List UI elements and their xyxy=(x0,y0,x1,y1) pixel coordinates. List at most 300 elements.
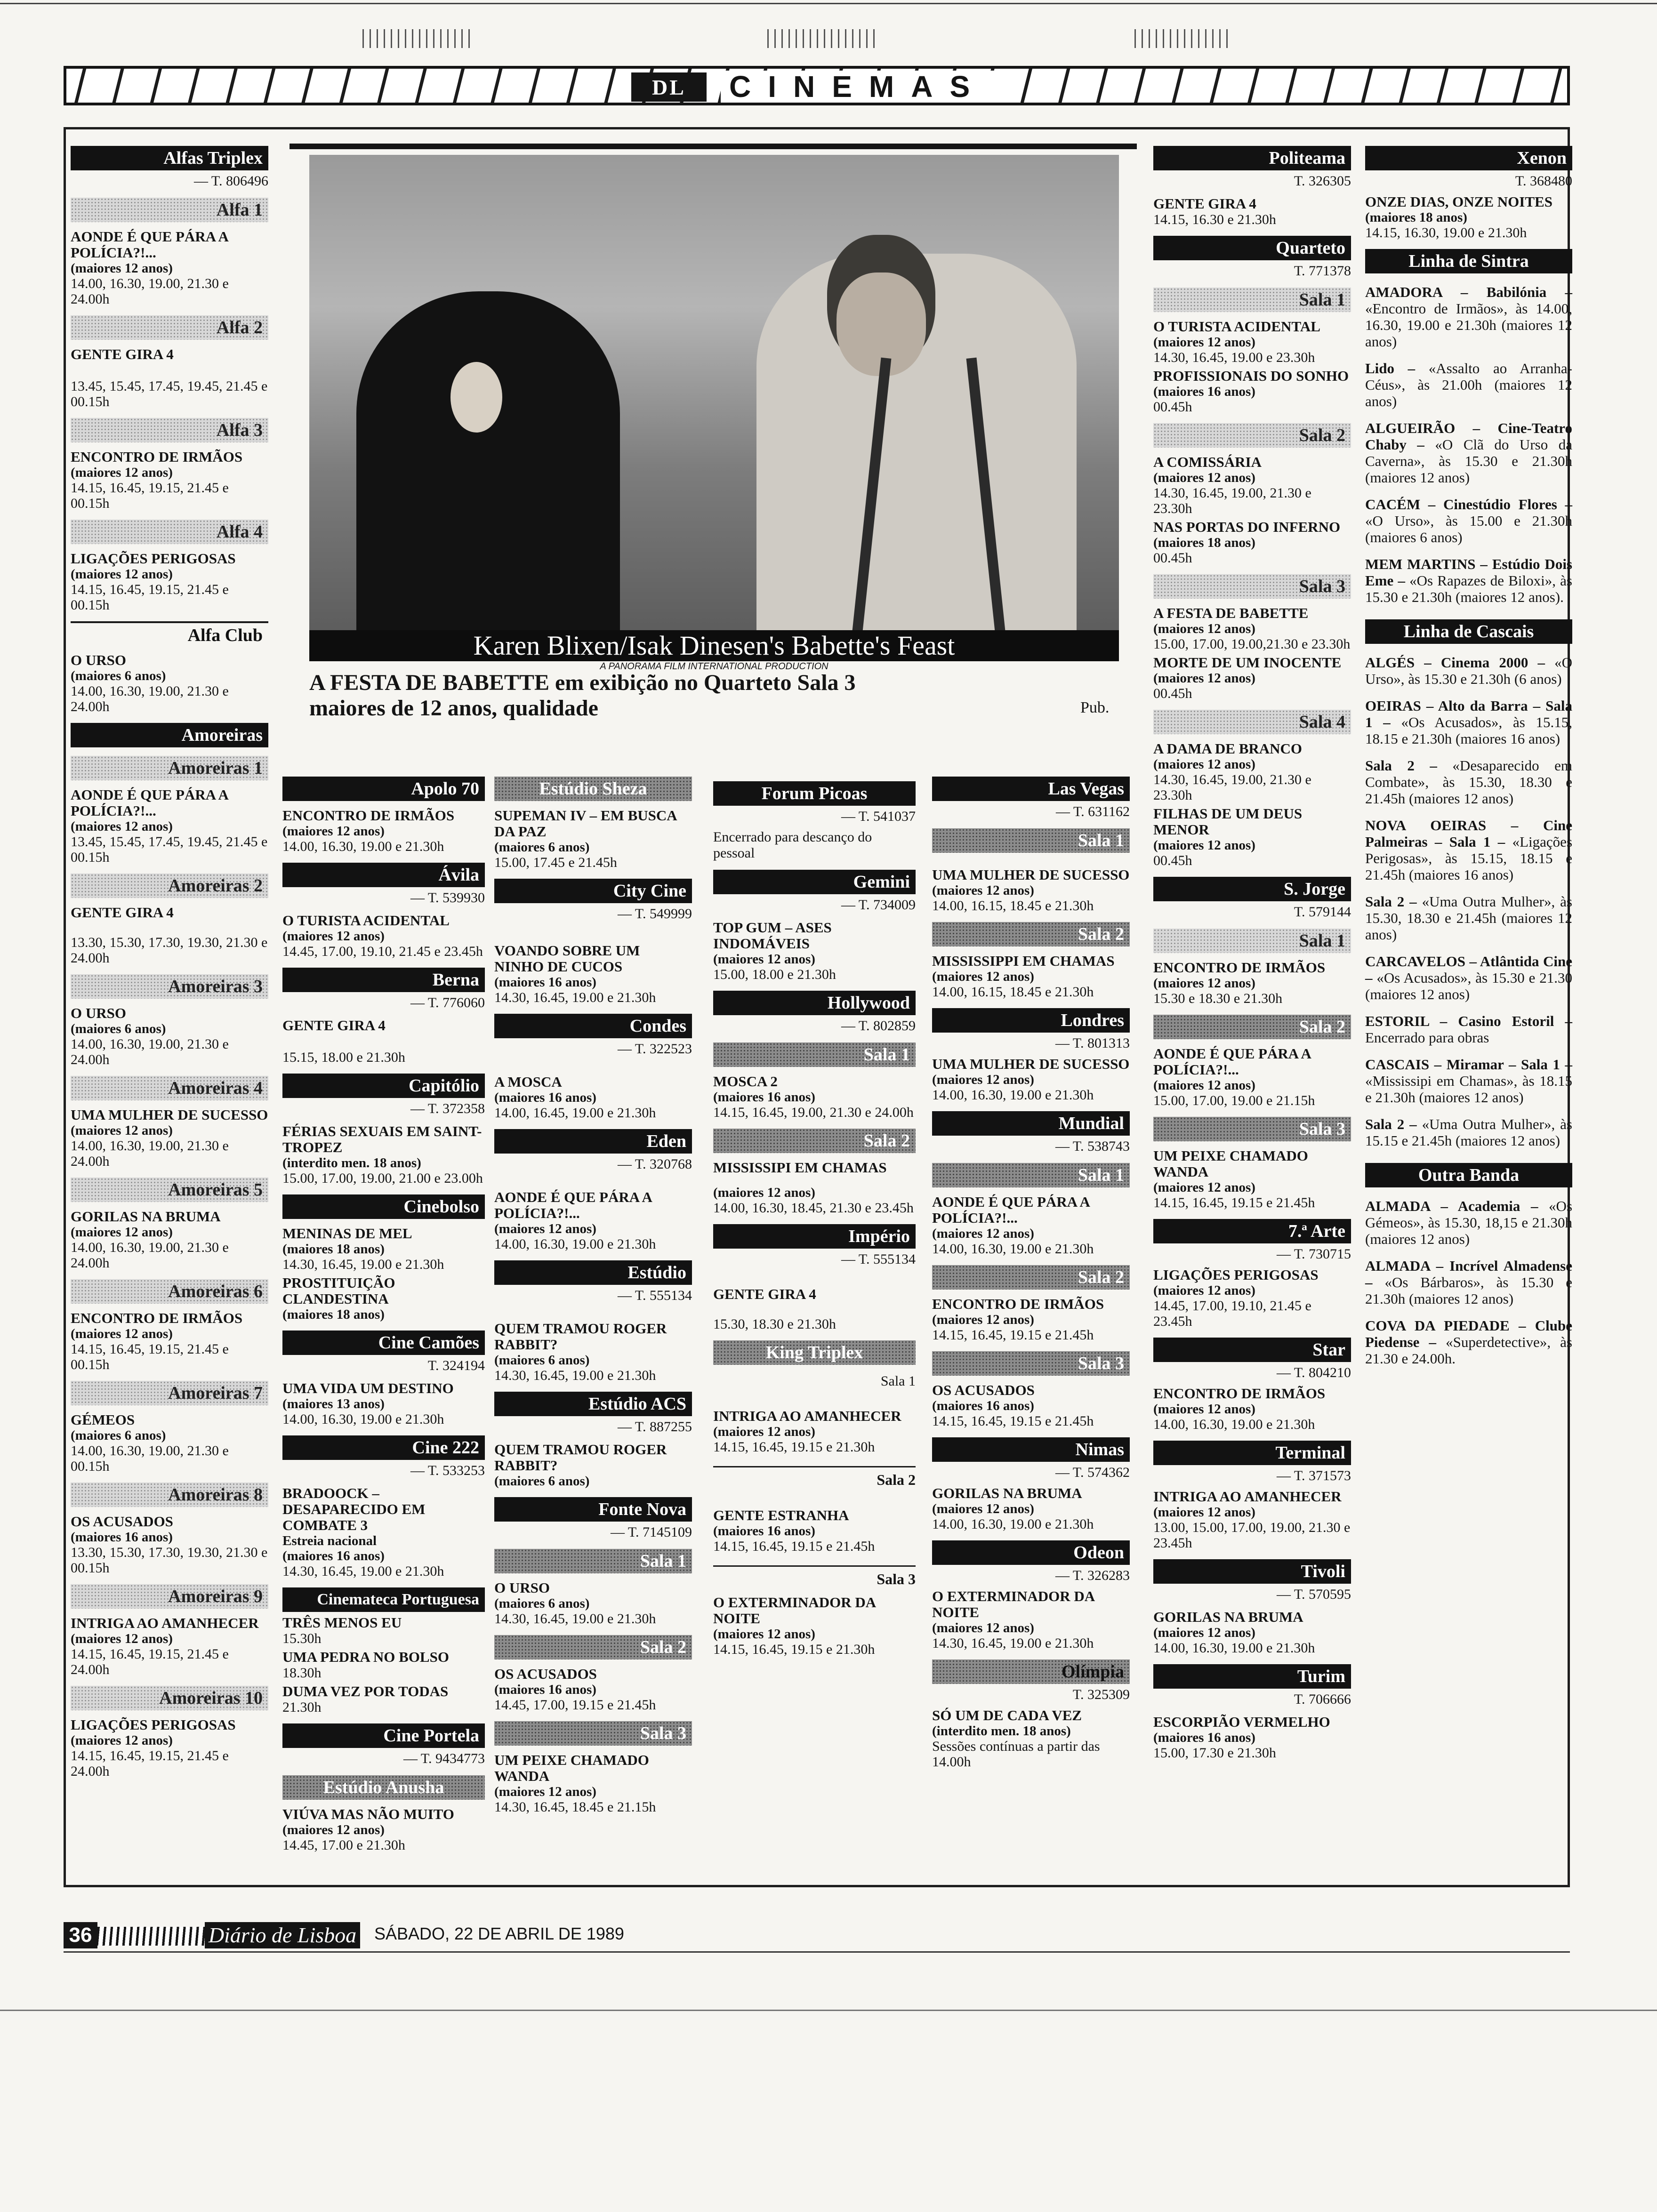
showtimes: 15.00, 17.30 e 21.30h xyxy=(1153,1745,1276,1761)
screen-name: Amoreiras 5 xyxy=(71,1178,268,1202)
screen-name: Sala 1 xyxy=(494,1549,692,1573)
showtimes: 18.30h xyxy=(282,1665,322,1681)
film-title: OS ACUSADOS xyxy=(71,1513,173,1530)
rating: (maiores 6 anos) xyxy=(494,1353,590,1368)
cinema-name: Xenon xyxy=(1365,146,1572,170)
film-title: VOANDO SOBRE UM NINHO DE CUCOS xyxy=(494,942,640,975)
screen-mundial-3 xyxy=(932,1351,1130,1429)
film-title: ENCONTRO DE IRMÃOS xyxy=(71,1310,243,1326)
film-title: MENINAS DE MEL xyxy=(282,1225,412,1242)
film-title: A MOSCA xyxy=(494,1074,562,1090)
film-title: UMA PEDRA NO BOLSO xyxy=(282,1649,449,1665)
listing-entry xyxy=(1365,757,1572,807)
film-title: OS ACUSADOS xyxy=(932,1382,1035,1398)
phone: — T. 371573 xyxy=(1276,1468,1351,1483)
rating: (maiores 12 anos) xyxy=(71,465,173,480)
phone: T. 368480 xyxy=(1515,173,1572,189)
cinema-name: 7.ª Arte xyxy=(1153,1219,1351,1243)
rating: (maiores 12 anos) xyxy=(1153,1078,1255,1093)
cinema-quarteto xyxy=(1153,236,1351,279)
listing-text: «Assalto ao Arranha-Céus», às 21.00h (maiores 12 anos) xyxy=(1365,360,1572,409)
cinema-7-arte xyxy=(1153,1219,1351,1329)
rating: (maiores 12 anos) xyxy=(932,1072,1034,1087)
rating: (maiores 12 anos) xyxy=(71,1631,173,1646)
phone: — T. 887255 xyxy=(617,1419,692,1435)
phone: — T. 539930 xyxy=(410,890,485,906)
showtimes: 14.00, 16.30, 19.00 e 21.30h xyxy=(1153,1417,1315,1432)
cinema-politeama xyxy=(1153,146,1351,227)
screen-amoreiras-6 xyxy=(71,1279,268,1372)
closure-note: Encerrado para descanço do pessoal xyxy=(713,829,872,861)
cinema-odeon xyxy=(932,1540,1130,1651)
cinema-estudio-anusha xyxy=(282,1775,485,1853)
screen-s-jorge-3 xyxy=(1153,1117,1351,1210)
phone: — T. 570595 xyxy=(1276,1587,1351,1602)
film-advertisement xyxy=(290,144,1137,755)
film-title: O EXTERMINADOR DA NOITE xyxy=(713,1594,876,1627)
film-title: GORILAS NA BRUMA xyxy=(932,1485,1082,1501)
listing-text: «Os Rapazes de Biloxi», às 15.30 e 21.30h (maiores 12 anos). xyxy=(1365,572,1572,605)
rating: (maiores 12 anos) xyxy=(1153,470,1255,485)
ad-rule xyxy=(290,144,1137,149)
showtimes: 14.15, 16.30, 19.00 e 21.30h xyxy=(1365,225,1527,240)
showtimes: 00.45h xyxy=(1153,399,1192,415)
listing-entry xyxy=(1365,1317,1572,1367)
screen-amoreiras-8 xyxy=(71,1483,268,1576)
photo-woman-face xyxy=(450,362,502,433)
screen-name: Sala 3 xyxy=(494,1721,692,1746)
listing-entry xyxy=(1365,893,1572,943)
section-title: CINEMAS xyxy=(721,71,995,103)
screen-name: Sala 1 xyxy=(1153,929,1351,953)
venue: MEM MARTINS – Estúdio Dois Eme – xyxy=(1365,556,1572,589)
venue: CARCAVELOS – Atlântida Cine – xyxy=(1365,953,1572,986)
section-masthead xyxy=(64,66,1570,105)
film-title: GÉMEOS xyxy=(71,1411,135,1428)
cinema-terminal xyxy=(1153,1441,1351,1551)
rating: (maiores 12 anos) xyxy=(932,1620,1034,1635)
rating: (maiores 16 anos) xyxy=(1153,384,1255,399)
rating: (maiores 12 anos) xyxy=(713,1627,815,1642)
screen-name: Sala 3 xyxy=(1153,574,1351,599)
screen-fonte-nova-1 xyxy=(494,1549,692,1627)
screen-s-jorge-1 xyxy=(1153,929,1351,1006)
photo-caption: Karen Blixen/Isak Dinesen's Babette's Feast xyxy=(309,630,1119,661)
issue-date: SÁBADO, 22 DE ABRIL DE 1989 xyxy=(374,1924,624,1943)
phone: — T. 9434773 xyxy=(403,1751,485,1766)
screen-amoreiras-4 xyxy=(71,1076,268,1169)
showtimes: 14.00, 16.45, 19.00 e 21.30h xyxy=(494,1105,656,1121)
film-title: O URSO xyxy=(71,1005,126,1021)
top-rule xyxy=(0,3,1657,4)
showtimes: 14.00, 16.30, 19.00 e 21.30h xyxy=(932,1087,1094,1103)
screen-name: Amoreiras 8 xyxy=(71,1483,268,1507)
film-title: GORILAS NA BRUMA xyxy=(1153,1609,1303,1625)
cinema-name: Estúdio Anusha xyxy=(282,1775,485,1800)
rating: (maiores 16 anos) xyxy=(494,1090,596,1105)
screen-alfa-1 xyxy=(71,198,268,307)
cinema-olimpia xyxy=(932,1659,1130,1770)
rating: (maiores 12 anos) xyxy=(1153,976,1255,991)
rating: (maiores 12 anos) xyxy=(1153,335,1255,350)
rating: (maiores 16 anos) xyxy=(494,1682,596,1697)
screen-alfa-3 xyxy=(71,418,268,511)
cinema-s-jorge xyxy=(1153,877,1351,920)
cinema-name: Star xyxy=(1153,1338,1351,1362)
cinema-name: Estúdio ACS xyxy=(494,1392,692,1416)
showtimes: 14.45, 17.00, 19.10, 21.45 e 23.45h xyxy=(1153,1298,1311,1329)
phone: T. 706666 xyxy=(1294,1691,1351,1707)
film-title: GENTE GIRA 4 xyxy=(71,346,174,362)
venue: ESTORIL – Casino Estoril – xyxy=(1365,1013,1572,1029)
film-title: INTRIGA AO AMANHECER xyxy=(1153,1488,1342,1505)
cinema-name: Cinebolso xyxy=(282,1194,485,1219)
showtimes: 14.00, 16.30, 19.00 e 21.30h xyxy=(1153,1640,1315,1656)
film-title: AONDE É QUE PÁRA A POLÍCIA?!... xyxy=(1153,1045,1311,1078)
screen-name: Sala 1 xyxy=(713,1042,916,1067)
film-title: SUPEMAN IV – EM BUSCA DA PAZ xyxy=(494,807,676,840)
cinema-name: Império xyxy=(713,1224,916,1249)
listing-text: «O Urso», às 15.00 e 21.30h (maiores 6 anos) xyxy=(1365,513,1572,545)
showtimes: 14.00, 16.30, 19.00 e 21.30h xyxy=(282,839,444,854)
release-note: Estreia nacional xyxy=(282,1533,377,1548)
rating: (maiores 12 anos) xyxy=(71,1123,173,1138)
rating: (maiores 12 anos) xyxy=(1153,1180,1255,1195)
ad-headline: A FESTA DE BABETTE em exibição no Quarteto Sala 3 xyxy=(309,670,856,695)
bottom-rule xyxy=(0,2010,1657,2011)
print-marks xyxy=(362,29,475,48)
phone: — T. 804210 xyxy=(1276,1365,1351,1380)
rating: (maiores 12 anos) xyxy=(1153,671,1255,686)
showtimes: 14.45, 17.00, 19.10, 21.45 e 23.45h xyxy=(282,944,483,959)
rating: (maiores 12 anos) xyxy=(1153,1283,1255,1298)
listing-entry xyxy=(1365,1198,1572,1247)
rating: (maiores 12 anos) xyxy=(1153,621,1255,636)
screen-alfa-club xyxy=(71,621,268,714)
cinema-eden xyxy=(494,1129,692,1252)
cinema-name: Cine 222 xyxy=(282,1435,485,1460)
showtimes: 14.15, 16.45, 19.15, 21.45 e 00.15h xyxy=(71,582,229,613)
column-7 xyxy=(1365,141,1572,1371)
showtimes: 14.00, 16.15, 18.45 e 21.30h xyxy=(932,984,1094,1000)
film-title: ENCONTRO DE IRMÃOS xyxy=(932,1296,1104,1312)
rating: (maiores 12 anos) xyxy=(1153,1625,1255,1640)
film-title: A DAMA DE BRANCO xyxy=(1153,740,1303,757)
rating: (maiores 18 anos) xyxy=(1153,535,1255,550)
cinema-name: Turim xyxy=(1153,1664,1351,1689)
phone: — T. 776060 xyxy=(410,995,485,1010)
column-1 xyxy=(71,141,268,1787)
rating: (maiores 12 anos) xyxy=(1153,757,1255,772)
screen-name: Amoreiras 10 xyxy=(71,1686,268,1710)
showtimes: 14.15, 16.45, 19.15, 21.45 e 24.00h xyxy=(71,1748,229,1779)
rating: (maiores 16 anos) xyxy=(71,1530,173,1545)
phone: T. 325309 xyxy=(1072,1687,1130,1702)
cinema-name: Forum Picoas xyxy=(713,781,916,806)
film-title: O TURISTA ACIDENTAL xyxy=(1153,318,1320,335)
column-4 xyxy=(713,777,916,1666)
showtimes: 14.30, 16.45, 19.00 e 21.30h xyxy=(494,1368,656,1383)
showtimes: 13.00, 15.00, 17.00, 19.00, 21.30 e 23.45h xyxy=(1153,1520,1351,1551)
film-title: GENTE ESTRANHA xyxy=(713,1507,849,1523)
cinema-name: Cine Portela xyxy=(282,1723,485,1748)
film-title: QUEM TRAMOU ROGER RABBIT? xyxy=(494,1441,667,1474)
cinema-estudio-sheza xyxy=(494,777,692,870)
screen-name: Sala 1 xyxy=(1153,288,1351,312)
cinema-nimas xyxy=(932,1437,1130,1532)
cinema-name: Condes xyxy=(494,1014,692,1038)
showtimes: 15.30 e 18.30 e 21.30h xyxy=(1153,991,1283,1006)
showtimes: 14.00, 16.30, 19.00, 21.30 e 24.00h xyxy=(71,276,229,307)
cinema-xenon xyxy=(1365,146,1572,240)
cinema-name: Fonte Nova xyxy=(494,1497,692,1522)
film-title: QUEM TRAMOU ROGER RABBIT? xyxy=(494,1320,667,1353)
venue: ALGUEIRÃO – Cine-Teatro Chaby – xyxy=(1365,420,1572,453)
section-outra-banda: Outra Banda xyxy=(1365,1163,1572,1187)
phone: — T. 326283 xyxy=(1055,1568,1130,1583)
rating: (maiores 12 anos) xyxy=(282,1822,385,1837)
rating: (maiores 13 anos) xyxy=(282,1396,385,1411)
cinema-berna xyxy=(282,968,485,1065)
rating: (maiores 12 anos) xyxy=(71,567,173,582)
rating: (maiores 12 anos) xyxy=(71,1225,173,1240)
film-title: O URSO xyxy=(494,1579,550,1596)
cinema-name: Quarteto xyxy=(1153,236,1351,260)
film-title: ONZE DIAS, ONZE NOITES xyxy=(1365,193,1552,210)
film-title: GENTE GIRA 4 xyxy=(71,904,174,921)
showtimes: 14.00, 16.30, 19.00 e 21.30h xyxy=(282,1411,444,1427)
rating: (maiores 12 anos) xyxy=(1153,838,1255,853)
showtimes: Sessões contínuas a partir das 14.00h xyxy=(932,1739,1100,1770)
film-title: AONDE É QUE PÁRA A POLÍCIA?!... xyxy=(494,1189,652,1221)
cinema-fonte-nova xyxy=(494,1497,692,1540)
column-2 xyxy=(282,772,485,1861)
cinema-alfas-triplex xyxy=(71,146,268,189)
screen-king-2 xyxy=(713,1466,916,1554)
cinema-avila xyxy=(282,863,485,959)
screen-amoreiras-10 xyxy=(71,1686,268,1779)
film-title: GORILAS NA BRUMA xyxy=(71,1208,221,1225)
film-title: INTRIGA AO AMANHECER xyxy=(713,1408,901,1424)
cinema-name: Estúdio xyxy=(494,1260,692,1285)
production-credit: A PANORAMA FILM INTERNATIONAL PRODUCTION xyxy=(600,661,828,672)
showtimes: 14.30, 16.45, 19.00 e 23.30h xyxy=(1153,350,1315,365)
film-title: UMA MULHER DE SUCESSO xyxy=(932,866,1130,883)
rating: (maiores 16 anos) xyxy=(713,1523,815,1539)
film-title: OS ACUSADOS xyxy=(494,1666,597,1682)
phone: — T. 555134 xyxy=(617,1288,692,1303)
photo-woman-figure xyxy=(356,291,620,661)
listing-text: «Os Acusados», às 15.30 e 21.30 (maiores 12 anos) xyxy=(1365,970,1572,1002)
venue: NOVA OEIRAS – Cine Palmeiras – Sala 1 – xyxy=(1365,817,1572,850)
phone: T. 579144 xyxy=(1294,904,1351,920)
rating: (maiores 18 anos) xyxy=(282,1242,385,1257)
rating: (maiores 12 anos) xyxy=(932,969,1034,984)
film-title: A FESTA DE BABETTE xyxy=(1153,605,1309,621)
cinema-name: Berna xyxy=(282,968,485,992)
cinema-name: Hollywood xyxy=(713,991,916,1015)
phone: T. 771378 xyxy=(1294,263,1351,279)
phone: — T. 734009 xyxy=(841,897,916,913)
print-marks xyxy=(1134,29,1233,48)
showtimes: 14.30, 16.45, 18.45 e 21.15h xyxy=(494,1799,656,1815)
showtimes: 14.15, 16.45, 19.15, 21.45 e 24.00h xyxy=(71,1646,229,1677)
venue: ALGÉS – Cinema 2000 – xyxy=(1365,654,1545,671)
rating: (maiores 12 anos) xyxy=(932,1312,1034,1327)
showtimes: 15.00, 17.00, 19.00 e 21.15h xyxy=(1153,1093,1315,1108)
cinema-name: Estúdio Sheza xyxy=(494,777,692,801)
showtimes: 00.45h xyxy=(1153,686,1192,701)
listing-entry xyxy=(1365,953,1572,1002)
screen-king-1 xyxy=(713,1373,916,1455)
venue: ALMADA – Incrível Almadense – xyxy=(1365,1258,1572,1290)
cinema-apolo-70 xyxy=(282,777,485,854)
screen-name: Sala 2 xyxy=(932,922,1130,946)
showtimes: 15.00, 17.45 e 21.45h xyxy=(494,855,617,870)
showtimes: 14.15, 16.45, 19.15 e 21.45h xyxy=(932,1413,1094,1429)
listing-entry xyxy=(1365,360,1572,409)
cinema-name: Mundial xyxy=(932,1111,1130,1136)
film-title: LIGAÇÕES PERIGOSAS xyxy=(71,550,236,567)
film-still-photo xyxy=(309,155,1119,661)
film-title: LIGAÇÕES PERIGOSAS xyxy=(71,1716,236,1733)
screen-quarteto-4 xyxy=(1153,710,1351,868)
showtimes: 15.15, 18.00 e 21.30h xyxy=(282,1050,405,1065)
phone: — T. 730715 xyxy=(1276,1246,1351,1262)
film-title: ENCONTRO DE IRMÃOS xyxy=(1153,959,1326,976)
showtimes: 14.45, 17.00, 19.15 e 21.45h xyxy=(494,1697,656,1713)
film-title: PROSTITUIÇÃO CLANDESTINA xyxy=(282,1274,395,1307)
showtimes: 00.45h xyxy=(1153,853,1192,868)
screen-las-vegas-1 xyxy=(932,828,1130,914)
venue: CACÉM – Cinestúdio Flores – xyxy=(1365,496,1572,513)
rating: (maiores 12 anos) xyxy=(1153,1505,1255,1520)
screen-mundial-2 xyxy=(932,1265,1130,1343)
phone: T. 326305 xyxy=(1294,173,1351,189)
footer-rule xyxy=(64,1951,1570,1953)
showtimes: 14.00, 16.30, 19.00, 21.30 e 24.00h xyxy=(71,683,229,714)
showtimes: 15.00, 17.00, 19.00, 21.00 e 23.00h xyxy=(282,1170,483,1186)
showtimes: 14.45, 17.00 e 21.30h xyxy=(282,1837,405,1853)
screen-name: Sala 2 xyxy=(1153,423,1351,448)
film-title: UM PEIXE CHAMADO WANDA xyxy=(494,1752,649,1784)
rating: (interdito men. 18 anos) xyxy=(282,1155,421,1170)
screen-quarteto-2 xyxy=(1153,423,1351,566)
listing-text: «Encontro de Irmãos», às 14.00, 16.30, 19.00 e 21.30h (maiores 12 anos) xyxy=(1365,300,1572,350)
venue: OEIRAS – Alto da Barra – Sala 1 – xyxy=(1365,697,1572,730)
film-title: AONDE É QUE PÁRA A POLÍCIA?!... xyxy=(71,228,228,261)
rating: (maiores 16 anos) xyxy=(282,1548,385,1563)
listing-text: «Mississipi em Chamas», às 18.15 e 21.30h (maiores 12 anos) xyxy=(1365,1073,1572,1106)
film-title: INTRIGA AO AMANHECER xyxy=(71,1615,259,1631)
screen-alfa-2 xyxy=(71,315,268,409)
rating: (maiores 12 anos) xyxy=(494,1784,596,1799)
screen-amoreiras-9 xyxy=(71,1584,268,1677)
venue: Lido – xyxy=(1365,360,1416,377)
film-title: NAS PORTAS DO INFERNO xyxy=(1153,519,1341,535)
listing-entry xyxy=(1365,1056,1572,1106)
screen-quarteto-1 xyxy=(1153,288,1351,415)
showtimes: 15.30h xyxy=(282,1631,322,1646)
showtimes: 14.00, 16.30, 19.00, 21.30 e 24.00h xyxy=(71,1036,229,1067)
print-marks xyxy=(767,29,880,48)
newspaper-name: Diário de Lisboa xyxy=(205,1922,360,1948)
listing-entry xyxy=(1365,496,1572,545)
cinema-gemini xyxy=(713,870,916,982)
listing-text: Encerrado para obras xyxy=(1365,1029,1489,1046)
rating: (maiores 16 anos) xyxy=(932,1398,1034,1413)
cinema-star xyxy=(1153,1338,1351,1432)
showtimes: 15.30, 18.30 e 21.30h xyxy=(713,1316,836,1332)
screen-amoreiras-7 xyxy=(71,1381,268,1474)
listing-text: «Os Bárbaros», às 15.30 e 21.30h (maiores 12 anos) xyxy=(1365,1274,1572,1307)
cinema-imperio xyxy=(713,1224,916,1332)
rating: (maiores 6 anos) xyxy=(494,840,590,855)
column-6 xyxy=(1153,141,1351,1769)
venue: Sala 2 – xyxy=(1365,893,1417,910)
page-footer xyxy=(64,1920,1570,1953)
film-title: MISSISSIPPI EM CHAMAS xyxy=(932,953,1115,969)
section-linha-de-sintra: Linha de Sintra xyxy=(1365,249,1572,273)
cinema-name: Nimas xyxy=(932,1437,1130,1462)
phone: — T. 802859 xyxy=(841,1018,916,1034)
showtimes: 13.30, 15.30, 17.30, 19.30, 21.30 e 24.00h xyxy=(71,935,268,966)
showtimes: 14.30, 16.45, 19.00 e 21.30h xyxy=(932,1635,1094,1651)
showtimes: 14.00, 16.30, 18.45, 21.30 e 23.45h xyxy=(713,1200,914,1216)
cinema-king-triplex xyxy=(713,1340,916,1365)
showtimes: 13.45, 15.45, 17.45, 19.45, 21.45 e 00.15h xyxy=(71,834,268,865)
showtimes: 14.15, 16.45, 19.15 e 21.45h xyxy=(713,1539,875,1554)
rating: (maiores 12 anos) xyxy=(494,1221,596,1236)
showtimes: 14.15, 16.45, 19.15 e 21.45h xyxy=(1153,1195,1315,1210)
screen-name: Alfa 3 xyxy=(71,418,268,442)
rating: (maiores 18 anos) xyxy=(282,1307,385,1322)
phone: — T. 555134 xyxy=(841,1251,916,1267)
listing-entry xyxy=(1365,284,1572,350)
phone: — T. 7145109 xyxy=(610,1524,692,1540)
screen-quarteto-3 xyxy=(1153,574,1351,701)
screen-name: Amoreiras 2 xyxy=(71,874,268,898)
screen-s-jorge-2 xyxy=(1153,1015,1351,1108)
column-3 xyxy=(494,772,692,1823)
rating: (maiores 12 anos) xyxy=(932,1226,1034,1241)
showtimes: 15.00, 18.00 e 21.30h xyxy=(713,967,836,982)
screen-hollywood-1 xyxy=(713,1042,916,1120)
cinema-name: Tivoli xyxy=(1153,1559,1351,1584)
film-title: ENCONTRO DE IRMÃOS xyxy=(282,807,455,824)
showtimes: 14.15, 16.45, 19.15, 21.45 e 00.15h xyxy=(71,480,229,511)
film-title: GENTE GIRA 4 xyxy=(713,1286,816,1302)
rating: (maiores 12 anos) xyxy=(932,1501,1034,1516)
cinema-name: Cinemateca Portuguesa xyxy=(282,1587,485,1612)
rating: (maiores 12 anos) xyxy=(713,952,815,967)
screen-amoreiras-5 xyxy=(71,1178,268,1271)
cinema-condes xyxy=(494,1014,692,1121)
phone: T. 324194 xyxy=(427,1358,485,1373)
listing-text: «Superdetective», às 21.30 e 24.00h. xyxy=(1365,1334,1573,1367)
rating: (maiores 6 anos) xyxy=(494,1474,590,1489)
film-title: TOP GUM – ASES INDOMÁVEIS xyxy=(713,919,832,952)
listing-entry xyxy=(1365,654,1572,687)
showtimes: 13.30, 15.30, 17.30, 19.30, 21.30 e 00.15h xyxy=(71,1545,268,1576)
film-title: ENCONTRO DE IRMÃOS xyxy=(1153,1385,1326,1402)
showtimes: 14.00, 16.30, 19.00 e 21.30h xyxy=(494,1236,656,1252)
phone: — T. 541037 xyxy=(841,809,916,824)
cinema-name: Politeama xyxy=(1153,146,1351,170)
cinema-forum-picoas xyxy=(713,781,916,861)
screen-name: Amoreiras 3 xyxy=(71,974,268,999)
listing-text: «Desaparecido em Combate», às 15.30, 18.30 e 21.45h (maiores 12 anos) xyxy=(1365,757,1573,807)
